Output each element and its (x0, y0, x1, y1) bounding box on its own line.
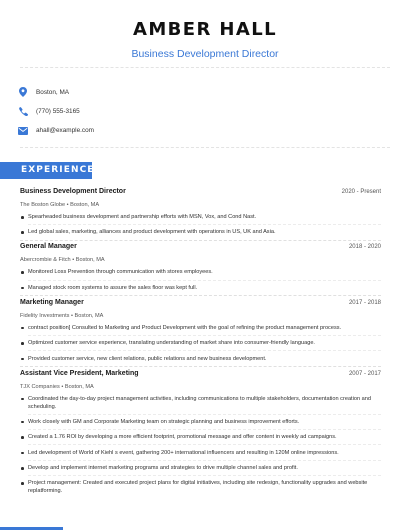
job-bullet: Spearheaded business development and partnership efforts with MSN, Vox, and Cond Nast. (20, 213, 381, 221)
job-bullet: contract position] Consulted to Marketing and Product Development with the goal of refining the product management process. (20, 324, 381, 332)
email-icon (16, 124, 30, 138)
job-company: Fidelity Investments • Boston, MA (20, 312, 104, 319)
job-dates: 2007 - 2017 (348, 370, 381, 377)
contact-email (20, 122, 390, 140)
job-title: Assistant Vice President, Marketing (20, 369, 139, 377)
job-title: Business Development Director (20, 188, 126, 195)
divider (20, 147, 390, 148)
job-bullet: Optimized customer service experience, translating understanding of market share into consumer-friendly language. (20, 339, 381, 347)
contact-list (20, 83, 390, 140)
job-title: General Manager (20, 243, 77, 251)
job-entry (20, 370, 381, 496)
contact-phone (20, 102, 390, 120)
experience-list (20, 188, 381, 495)
divider (20, 240, 381, 241)
candidate-name: AMBER HALL (133, 19, 277, 40)
job-bullet: Develop and implement internet marketing programs and strategies to drive multiple channel sales and profit. (20, 464, 381, 472)
contact-email-text: ahall@example.com (36, 127, 94, 135)
job-company: The Boston Globe • Boston, MA (20, 202, 100, 208)
job-bullet: Coordinated the day-to-day project management activities, including communications to multiple stakeholders, documentation creation and scheduling. (20, 395, 381, 411)
job-bullet: Led global sales, marketing, alliances and product development with operations in US, UK and Asia. (20, 228, 381, 236)
contact-location (20, 83, 390, 101)
divider (20, 295, 381, 296)
contact-phone-text: (770) 555-3165 (36, 107, 80, 115)
divider (20, 67, 390, 68)
job-entry (20, 243, 381, 291)
job-bullet: Project management: Created and executed project plans for digital initiatives, including site redesign, functionality upgrades and website replatforming. (20, 479, 381, 495)
job-title: Marketing Manager (20, 298, 84, 306)
job-entry (20, 188, 381, 236)
job-company: TJX Companies • Boston, MA (20, 383, 94, 390)
job-bullet: Monitored Loss Prevention through communication with stores employees. (20, 268, 381, 276)
job-dates: 2018 - 2020 (348, 244, 381, 251)
job-bullet: Work closely with GM and Corporate Marketing team on strategic planning and business improvement efforts. (20, 418, 381, 426)
job-dates: 2017 - 2018 (348, 299, 381, 306)
job-company: Abercrombie & Fitch • Boston, MA (20, 257, 105, 264)
job-bullet: Managed stock room systems to assure the sales floor was kept full. (20, 284, 381, 292)
contact-location-text: Boston, MA (36, 88, 70, 96)
experience-section-heading: EXPERIENCE (0, 162, 92, 179)
job-bullet: Led development of World of Kiehl s event, gathering 200+ international influencers and resulting in 120M online impressions. (20, 449, 381, 457)
resume-header (0, 0, 410, 61)
job-bullet: Created a 1.76 ROI by developing a more efficient footprint, promotional message and offer content in weekly ad campaigns. (20, 433, 381, 441)
divider (20, 366, 381, 367)
job-entry (20, 299, 381, 363)
phone-icon (16, 104, 30, 118)
location-pin-icon (16, 85, 30, 99)
candidate-role: Business Development Director (131, 48, 279, 60)
job-bullet: Provided customer service, new client relations, public relations and new business development. (20, 355, 381, 363)
job-dates: 2020 - Present (341, 189, 381, 195)
